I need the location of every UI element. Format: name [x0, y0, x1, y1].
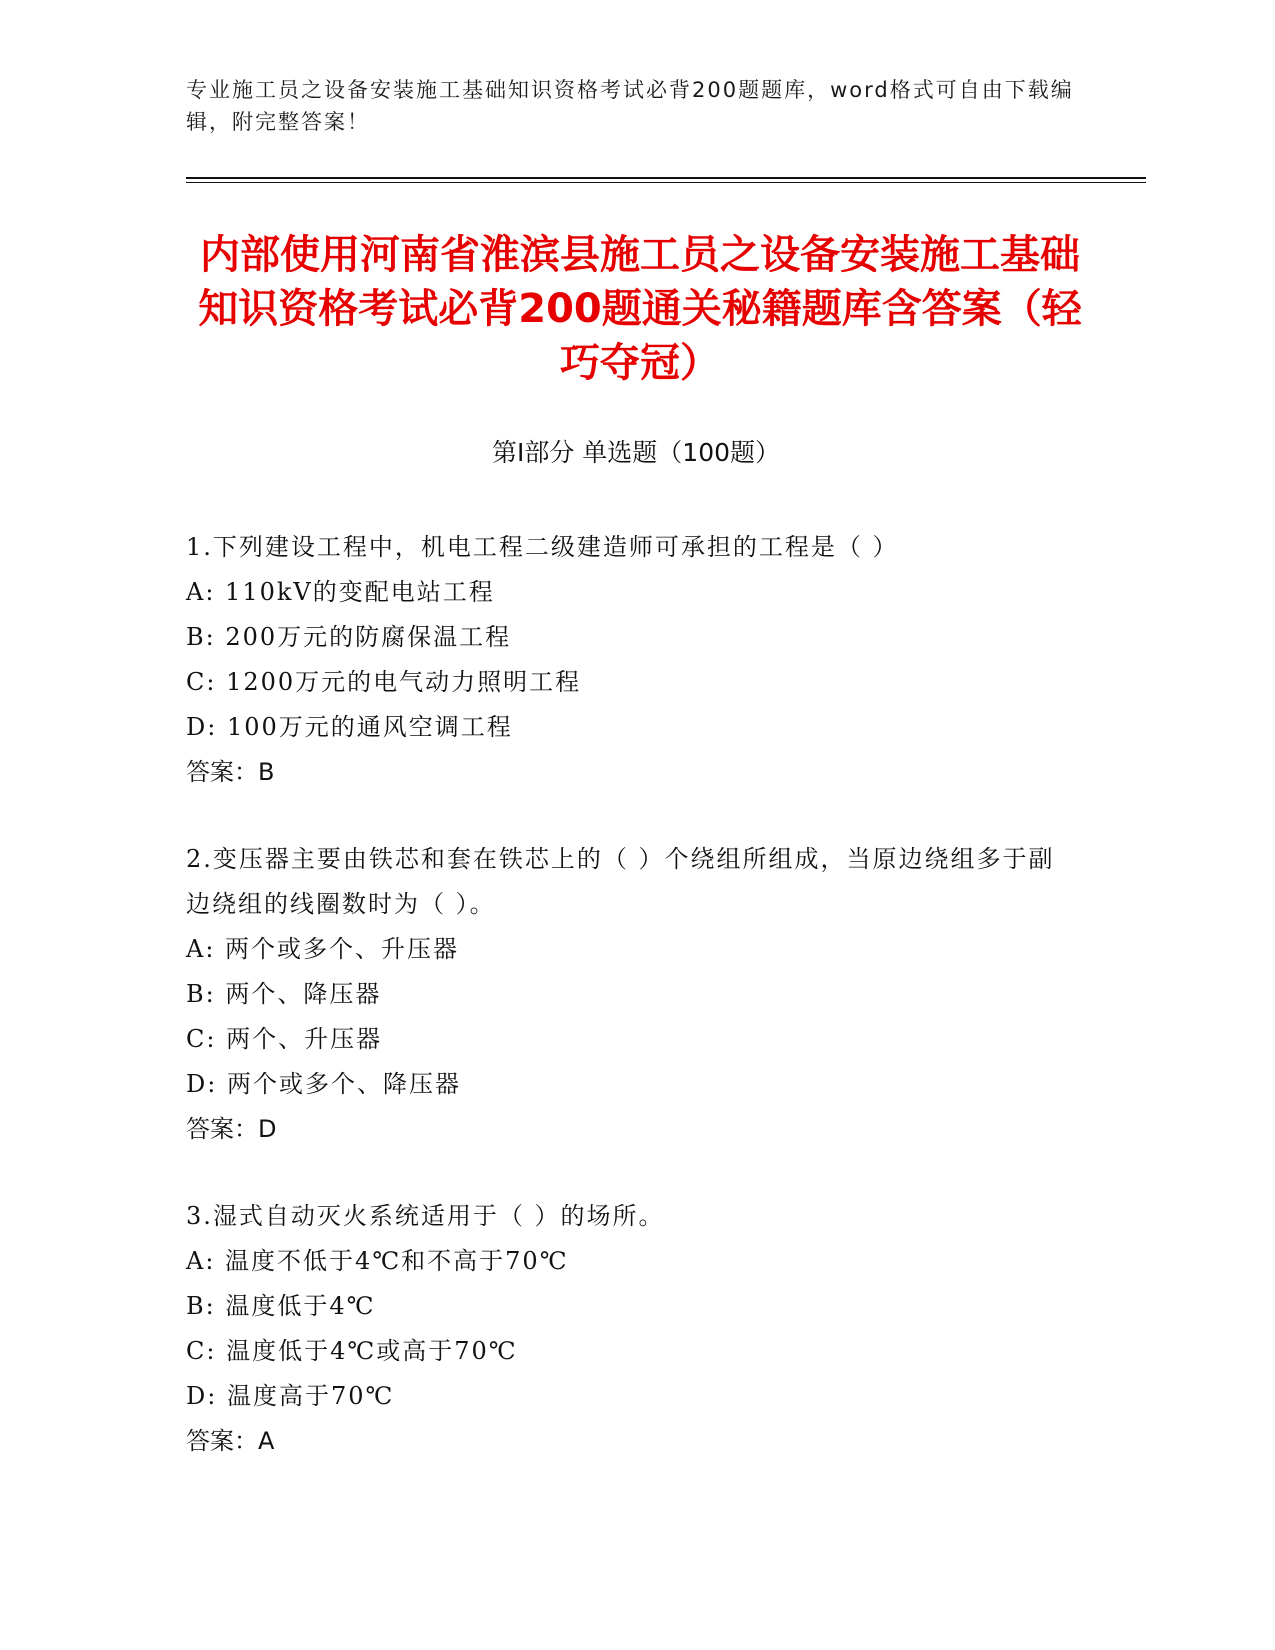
document-title: 内部使用河南省淮滨县施工员之设备安装施工基础知识资格考试必背200题通关秘籍题库含答案（轻巧夺冠）	[198, 232, 1082, 386]
option-b: B: 200万元的防腐保温工程	[186, 623, 512, 651]
section-title: 第Ⅰ部分 单选题（100题）	[491, 438, 781, 467]
option-d: D: 两个或多个、降压器	[186, 1070, 461, 1098]
option-c: C: 温度低于4℃或高于70℃	[186, 1337, 518, 1365]
option-a: A: 温度不低于4℃和不高于70℃	[186, 1247, 569, 1275]
option-a: A: 110kV的变配电站工程	[186, 578, 495, 606]
header-note: 专业施工员之设备安装施工基础知识资格考试必背200题题库，word格式可自由下载编辑，附完整答案！	[186, 78, 1074, 134]
header-rule-thick	[186, 177, 1146, 179]
question-2	[186, 837, 1066, 1152]
question-3	[186, 1194, 1066, 1464]
option-b: B: 两个、降压器	[186, 980, 382, 1008]
header-rule-thin	[186, 182, 1146, 183]
question-stem: 1.下列建设工程中，机电工程二级建造师可承担的工程是（ ）	[186, 533, 899, 561]
option-c: C: 两个、升压器	[186, 1025, 383, 1053]
question-stem: 3.湿式自动灭火系统适用于（ ）的场所。	[186, 1202, 665, 1230]
question-list	[186, 525, 1066, 1506]
answer: 答案：B	[186, 758, 275, 786]
option-b: B: 温度低于4℃	[186, 1292, 376, 1320]
question-stem: 2.变压器主要由铁芯和套在铁芯上的（ ）个绕组所组成，当原边绕组多于副边绕组的线圈数时为（ ）。	[186, 845, 1055, 918]
option-c: C: 1200万元的电气动力照明工程	[186, 668, 582, 696]
option-d: D: 100万元的通风空调工程	[186, 713, 513, 741]
answer: 答案：D	[186, 1115, 277, 1143]
answer: 答案：A	[186, 1427, 275, 1455]
option-d: D: 温度高于70℃	[186, 1382, 395, 1410]
option-a: A: 两个或多个、升压器	[186, 935, 460, 963]
question-1	[186, 525, 1066, 795]
